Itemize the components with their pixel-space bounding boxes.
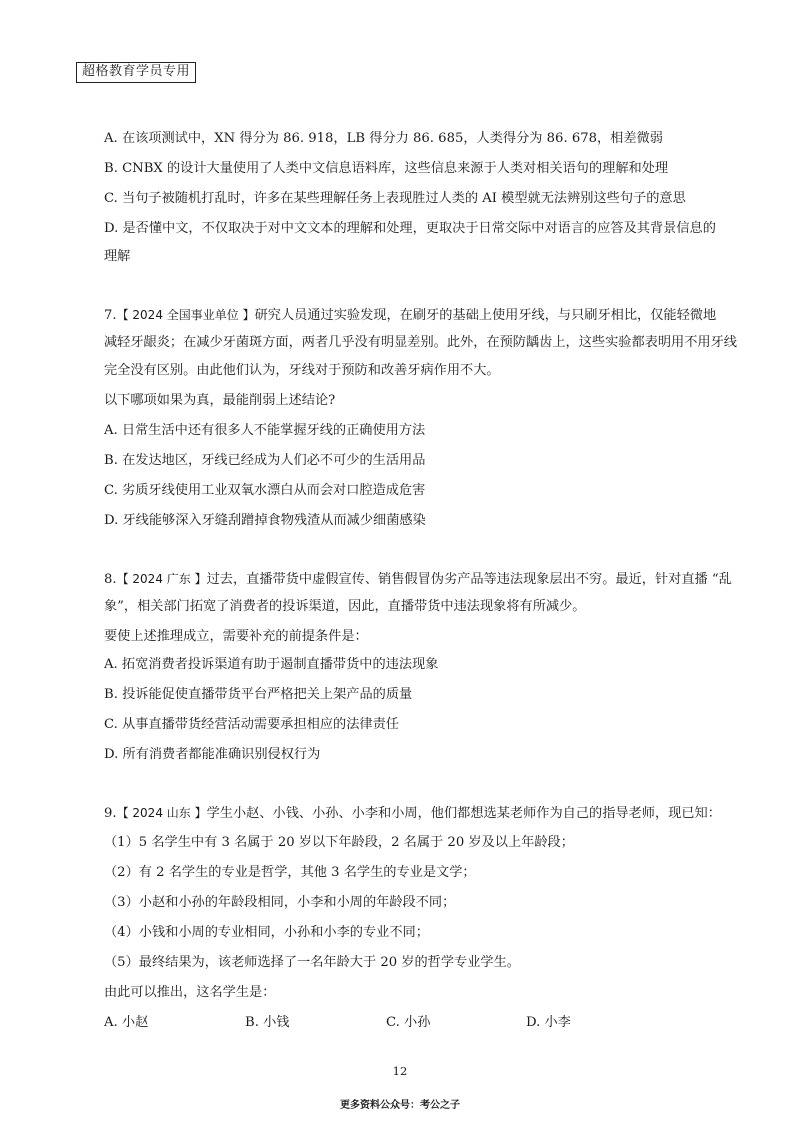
q6-option-d-cont: 理解 <box>104 249 131 264</box>
footer-note: 更多资料公众号：考公之子 <box>340 1100 460 1111</box>
q8-option-b: B. 投诉能促使直播带货平台严格把关上架产品的质量 <box>104 687 413 702</box>
q7-option-a: A. 日常生活中还有很多人不能掌握牙线的正确使用方法 <box>104 423 426 438</box>
q9-condition-4: （4）小钱和小周的专业相同，小孙和小李的专业不同； <box>104 925 429 940</box>
q7-question: 以下哪项如果为真，最能削弱上述结论? <box>104 393 336 408</box>
q7-stem-text: 研究人员通过实验发现，在刷牙的基础上使用牙线，与只刷牙相比，仅能轻微地 <box>254 308 717 323</box>
q9-option-c: C. 小孙 <box>386 1015 431 1030</box>
q9-question: 由此可以推出，这名学生是： <box>104 985 276 1000</box>
q6-option-c: C. 当句子被随机打乱时，许多在某些理解任务上表现胜过人类的 AI 模型就无法辨别这些句子的意思 <box>104 191 686 206</box>
q8-option-c: C. 从事直播带货经营活动需要承担相应的法律责任 <box>104 717 399 732</box>
q9-condition-5: （5）最终结果为，该老师选择了一名年龄大于 20 岁的哲学专业学生。 <box>104 955 520 970</box>
q9-condition-1: （1）5 名学生中有 3 名属于 20 岁以下年龄段，2 名属于 20 岁及以上年龄段； <box>104 835 574 850</box>
q7-option-b: B. 在发达地区，牙线已经成为人们必不可少的生活用品 <box>104 453 426 468</box>
q6-option-d: D. 是否懂中文，不仅取决于对中文文本的理解和处理，更取决于日常交际中对语言的应答及其背景信息的 <box>104 221 716 236</box>
q9-source-tag: 【 2024 山东 】 <box>116 806 207 820</box>
q9-condition-2: （2）有 2 名学生的专业是哲学，其他 3 名学生的专业是文学； <box>104 865 476 880</box>
q8-stem-line-1 <box>104 570 730 589</box>
q7-stem-line-3: 完全没有区别。由此他们认为，牙线对于预防和改善牙病作用不大。 <box>104 363 500 378</box>
q8-stem-text: 过去，直播带货中虚假宣传、销售假冒伪劣产品等违法现象层出不穷。最近，针对直播 “乱 <box>206 572 732 587</box>
page-number: 12 <box>392 1064 408 1078</box>
q8-question: 要使上述推理成立，需要补充的前提条件是： <box>104 629 368 644</box>
header-label: 超格教育学员专用 <box>76 62 196 83</box>
q7-stem-line-1 <box>104 306 730 325</box>
q9-stem-text: 学生小赵、小钱、小孙、小李和小周，他们都想选某老师作为自己的指导老师，现已知： <box>206 806 721 821</box>
q7-source-tag: 【 2024 全国事业单位 】 <box>116 308 255 322</box>
q7-stem-line-2: 减轻牙龈炎；在减少牙菌斑方面，两者几乎没有明显差别。此外，在预防龋齿上，这些实验都表明用不用牙线 <box>104 335 737 350</box>
q8-number: 8. <box>104 572 117 587</box>
q8-option-a: A. 拓宽消费者投诉渠道有助于遏制直播带货中的违法现象 <box>104 657 439 672</box>
q7-option-d: D. 牙线能够深入牙缝刮蹭掉食物残渣从而减少细菌感染 <box>104 513 426 528</box>
q9-option-d: D. 小李 <box>526 1015 571 1030</box>
q9-stem-line-1 <box>104 804 730 823</box>
q9-number: 9. <box>104 806 117 821</box>
q7-option-c: C. 劣质牙线使用工业双氧水漂白从而会对口腔造成危害 <box>104 483 426 498</box>
q6-option-b: B. CNBX 的设计大量使用了人类中文信息语料库，这些信息来源于人类对相关语句的理解和处理 <box>104 161 669 176</box>
q9-option-a: A. 小赵 <box>104 1015 149 1030</box>
q8-stem-line-2: 象”，相关部门拓宽了消费者的投诉渠道，因此，直播带货中违法现象将有所减少。 <box>104 599 586 614</box>
q8-source-tag: 【 2024 广东 】 <box>116 572 207 586</box>
q9-option-b: B. 小钱 <box>245 1015 290 1030</box>
q8-option-d: D. 所有消费者都能准确识别侵权行为 <box>104 747 321 762</box>
q7-number: 7. <box>104 308 117 323</box>
q9-condition-3: （3）小赵和小孙的年龄段相同，小李和小周的年龄段不同； <box>104 895 456 910</box>
q6-option-a: A. 在该项测试中，XN 得分为 86. 918，LB 得分力 86. 685，人类得分为 86. 678，相差微弱 <box>104 131 663 146</box>
